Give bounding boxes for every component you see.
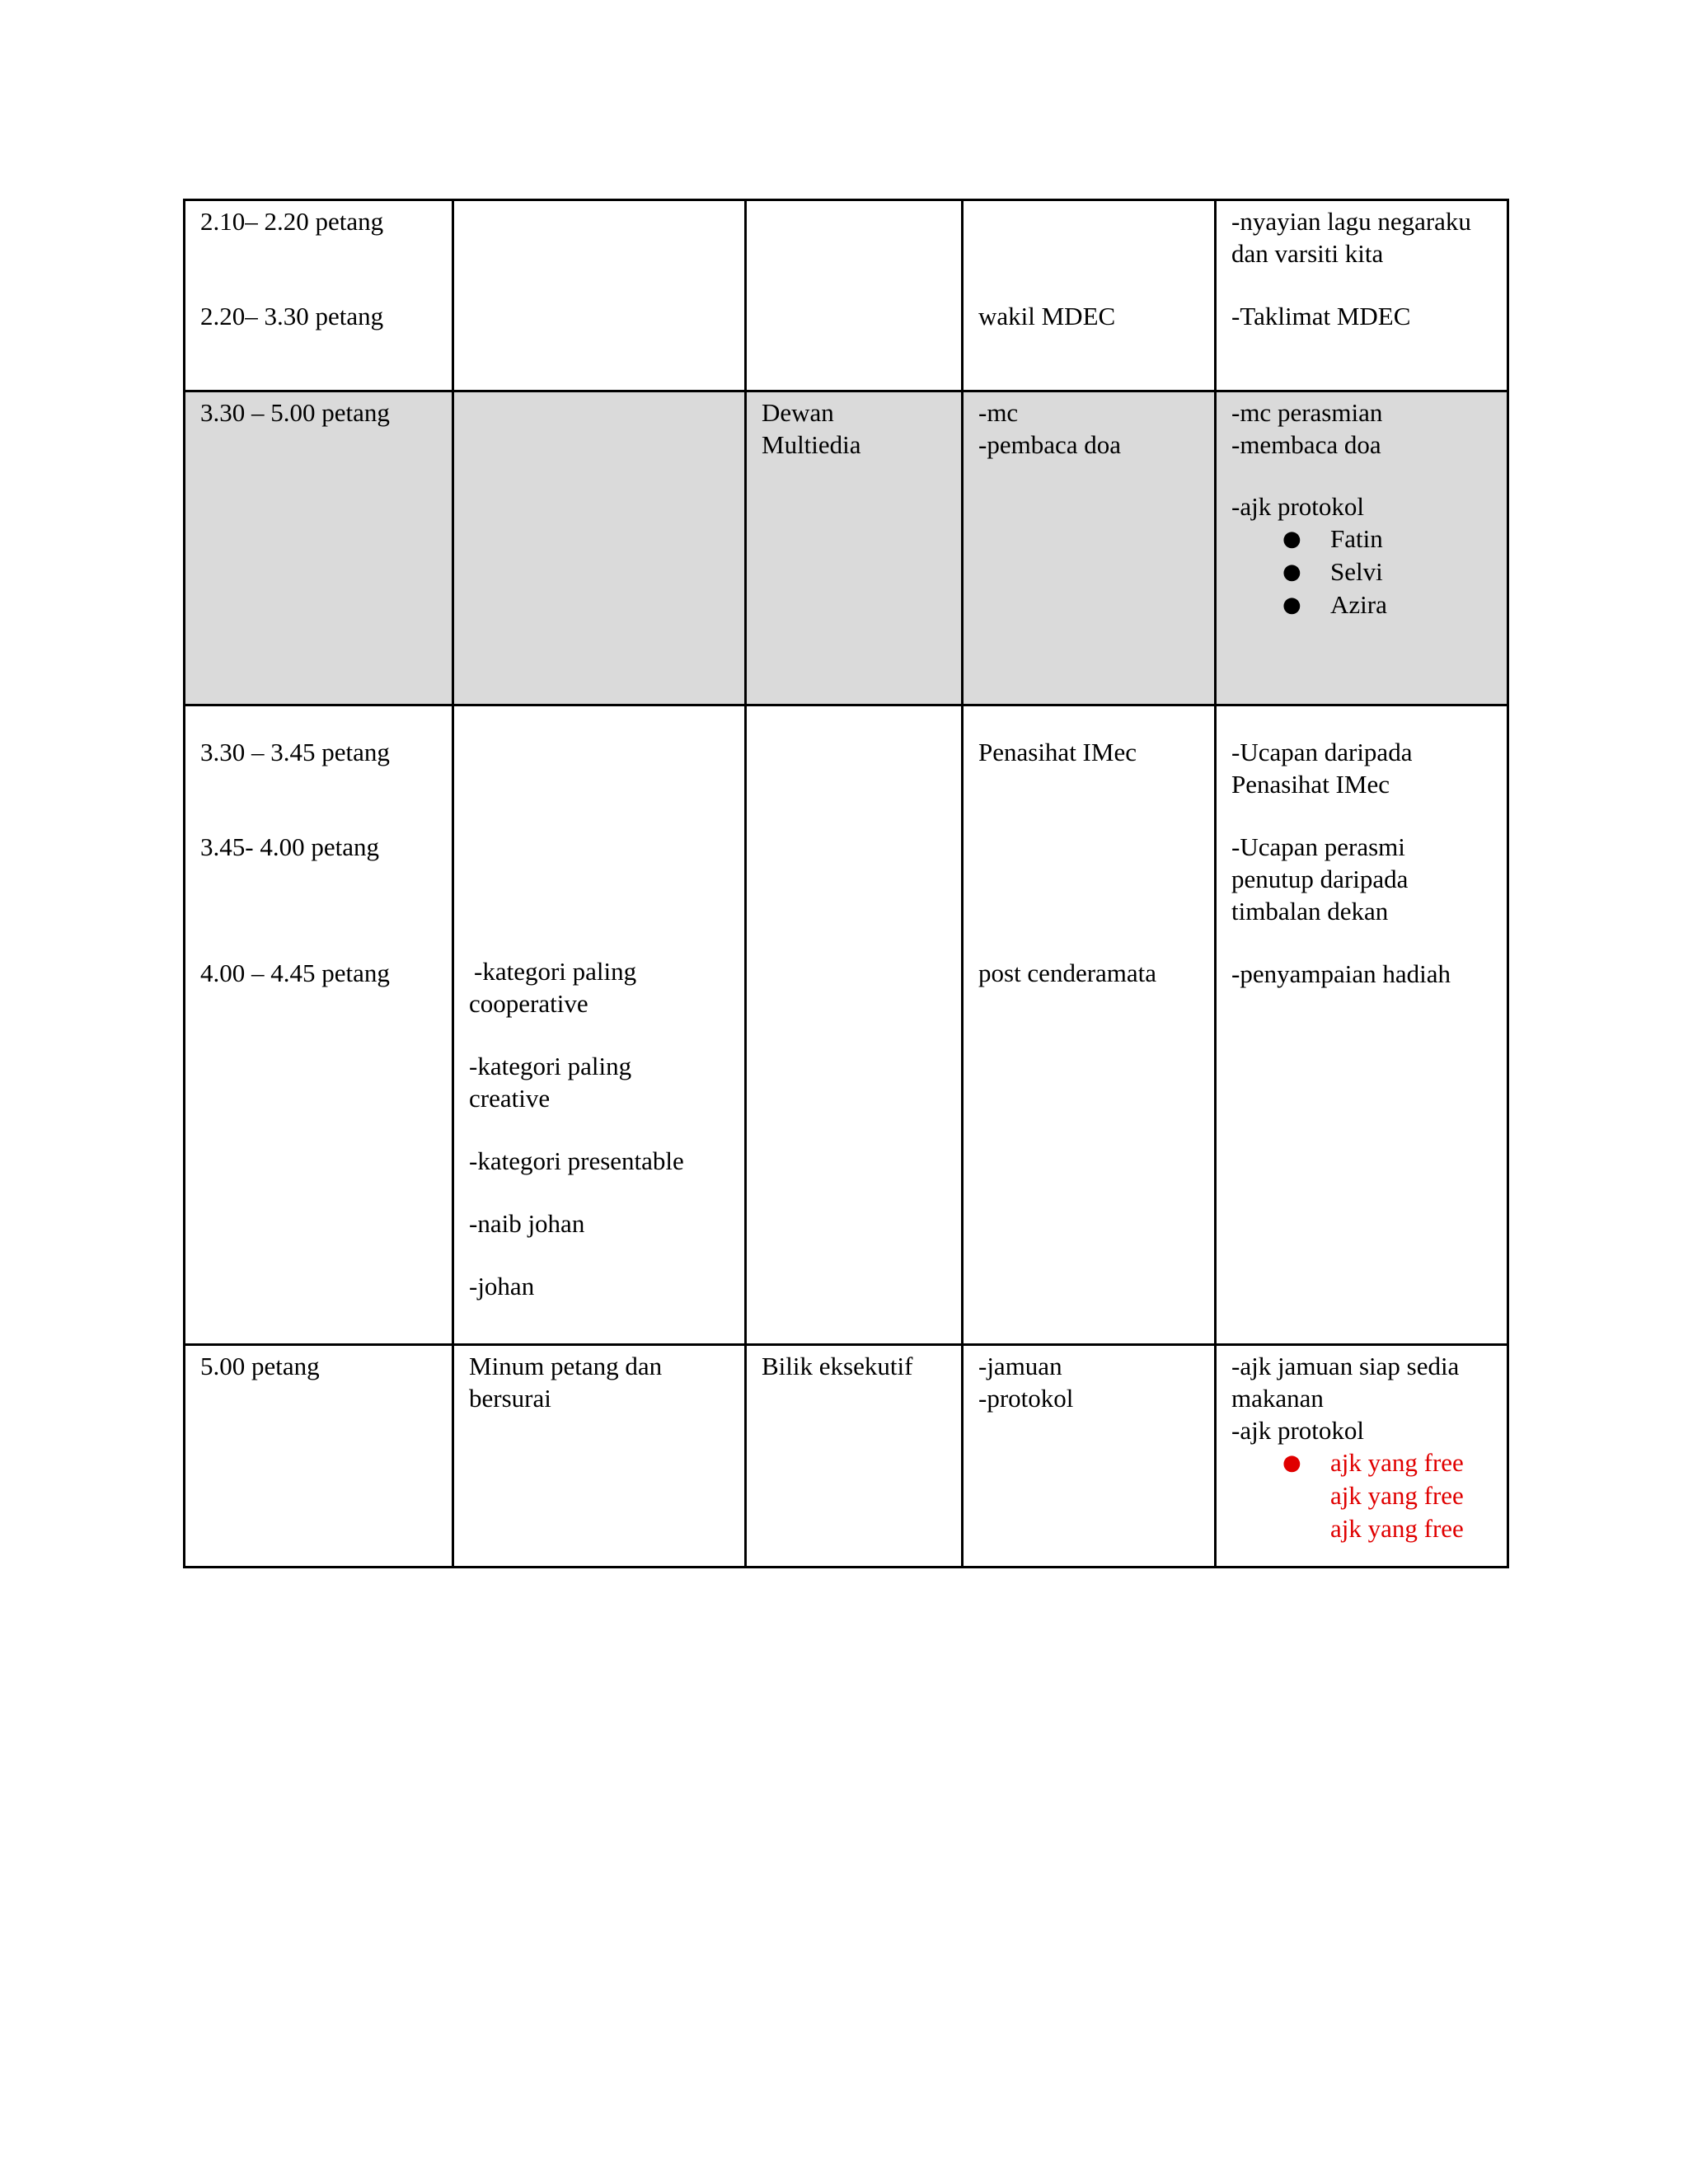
activity-text: -Ucapan perasmi	[1231, 832, 1405, 861]
category-text: -johan	[469, 1272, 535, 1301]
activity-text: -nyayian lagu negaraku	[1231, 207, 1471, 236]
categories-cell	[453, 705, 746, 1345]
time-cell	[185, 1345, 453, 1568]
activity-text: Penasihat IMec	[1231, 770, 1390, 799]
time-cell	[185, 200, 453, 391]
list-item	[1231, 555, 1492, 588]
activity-text: -Ucapan daripada	[1231, 738, 1413, 766]
list-item-label: ajk yang free	[1330, 1514, 1464, 1543]
bullet-icon: ●	[1282, 1451, 1301, 1475]
category-text: -kategori presentable	[469, 1146, 684, 1175]
activity-text: -ajk protokol	[1231, 492, 1364, 521]
list-item	[1231, 523, 1492, 555]
time-cell	[185, 391, 453, 705]
program-cell	[453, 1345, 746, 1568]
activity-cell	[1216, 200, 1508, 391]
pic-text: wakil MDEC	[978, 302, 1116, 330]
bullet-icon: ●	[1282, 593, 1301, 617]
category-text: -kategori paling	[474, 957, 637, 986]
protokol-list	[1231, 523, 1492, 621]
pic-text: -jamuan	[978, 1352, 1062, 1380]
category-text: creative	[469, 1084, 551, 1113]
table-row	[185, 705, 1508, 1345]
activity-cell	[1216, 705, 1508, 1345]
venue-cell	[746, 200, 963, 391]
activity-text: -Taklimat MDEC	[1231, 302, 1411, 330]
time-text: 3.45- 4.00 petang	[200, 832, 379, 861]
list-item	[1231, 1446, 1492, 1479]
list-item-label: Selvi	[1330, 557, 1383, 586]
table-row	[185, 1345, 1508, 1568]
time-text: 2.10– 2.20 petang	[200, 207, 384, 236]
venue-cell	[746, 1345, 963, 1568]
venue-cell	[746, 391, 963, 705]
free-ajk-list	[1231, 1446, 1492, 1545]
list-item-label: ajk yang free	[1330, 1448, 1464, 1477]
bullet-icon: ●	[1282, 527, 1301, 551]
category-text: -naib johan	[469, 1209, 585, 1238]
pic-cell	[963, 391, 1216, 705]
list-item-label: Azira	[1330, 590, 1387, 619]
activity-cell	[1216, 1345, 1508, 1568]
time-text: 2.20– 3.30 petang	[200, 302, 384, 330]
time-text: 3.30 – 5.00 petang	[200, 398, 390, 427]
activity-cell	[1216, 391, 1508, 705]
time-text: 3.30 – 3.45 petang	[200, 738, 390, 766]
activity-text: makanan	[1231, 1384, 1324, 1413]
pic-text: -protokol	[978, 1384, 1074, 1413]
program-text: bersurai	[469, 1384, 551, 1413]
activity-text: timbalan dekan	[1231, 897, 1389, 926]
program-cell	[453, 391, 746, 705]
table-row	[185, 391, 1508, 705]
pic-text: -mc	[978, 398, 1019, 427]
list-item-label: Fatin	[1330, 524, 1383, 553]
list-item	[1231, 1479, 1492, 1512]
pic-text: Penasihat IMec	[978, 738, 1137, 766]
activity-text: -penyampaian hadiah	[1231, 959, 1451, 988]
venue-text: Multiedia	[762, 430, 861, 459]
venue-cell	[746, 705, 963, 1345]
bullet-icon: ●	[1282, 560, 1301, 584]
activity-text: penutup daripada	[1231, 865, 1409, 893]
activity-text: -membaca doa	[1231, 430, 1381, 459]
activity-text: dan varsiti kita	[1231, 239, 1384, 268]
time-text: 4.00 – 4.45 petang	[200, 958, 390, 987]
category-text: cooperative	[469, 989, 588, 1018]
pic-text: post cenderamata	[978, 958, 1157, 987]
venue-text: Bilik eksekutif	[762, 1352, 913, 1380]
list-item	[1231, 588, 1492, 621]
list-item-label: ajk yang free	[1330, 1481, 1464, 1510]
category-text: -kategori paling	[469, 1052, 632, 1080]
list-item	[1231, 1512, 1492, 1545]
pic-cell	[963, 705, 1216, 1345]
pic-text: -pembaca doa	[978, 430, 1121, 459]
schedule-table	[183, 199, 1509, 1568]
time-cell	[185, 705, 453, 1345]
program-text: Minum petang dan	[469, 1352, 663, 1380]
venue-text: Dewan	[762, 398, 834, 427]
activity-text: -ajk protokol	[1231, 1416, 1364, 1445]
time-text: 5.00 petang	[200, 1352, 320, 1380]
pic-cell	[963, 200, 1216, 391]
program-cell	[453, 200, 746, 391]
pic-cell	[963, 1345, 1216, 1568]
activity-text: -mc perasmian	[1231, 398, 1383, 427]
activity-text: -ajk jamuan siap sedia	[1231, 1352, 1460, 1380]
table-row	[185, 200, 1508, 391]
